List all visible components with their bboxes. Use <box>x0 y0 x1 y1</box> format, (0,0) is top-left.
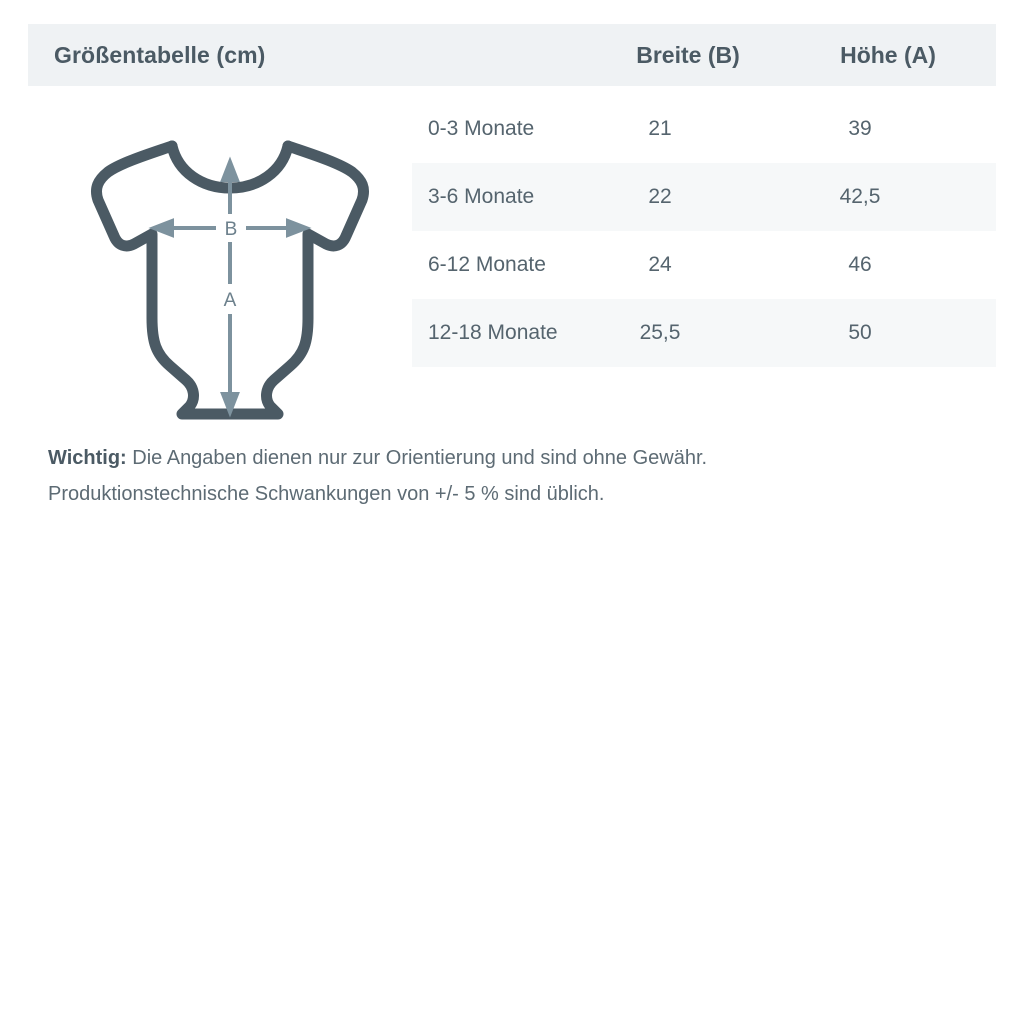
cell-size: 3-6 Monate <box>428 185 535 208</box>
table-row <box>412 231 996 299</box>
size-table <box>412 95 996 367</box>
cell-height: 50 <box>848 321 872 344</box>
bodysuit-illustration <box>60 110 400 420</box>
cell-width: 25,5 <box>639 321 681 344</box>
table-row <box>412 163 996 231</box>
disclaimer-lead: Wichtig: <box>48 447 127 469</box>
page-title: Größentabelle (cm) <box>54 41 266 68</box>
disclaimer <box>48 440 978 512</box>
width-label: B <box>224 219 238 240</box>
cell-height: 42,5 <box>839 185 881 208</box>
height-label: A <box>223 290 237 311</box>
cell-width: 21 <box>648 117 672 140</box>
table-header-band <box>28 24 996 86</box>
cell-size: 0-3 Monate <box>428 117 535 140</box>
cell-width: 22 <box>648 185 672 208</box>
cell-width: 24 <box>648 253 672 276</box>
table-row <box>412 95 996 163</box>
disclaimer-line-2: Produktionstechnische Schwankungen von +/- 5 % sind üblich. <box>48 483 605 505</box>
disclaimer-line-1: Die Angaben dienen nur zur Orientierung und sind ohne Gewähr. <box>126 447 708 469</box>
table-row <box>412 299 996 367</box>
column-header-width: Breite (B) <box>636 41 740 68</box>
cell-height: 39 <box>848 117 872 140</box>
cell-height: 46 <box>848 253 872 276</box>
column-header-height: Höhe (A) <box>840 41 936 68</box>
cell-size: 12-18 Monate <box>428 321 558 344</box>
cell-size: 6-12 Monate <box>428 253 546 276</box>
